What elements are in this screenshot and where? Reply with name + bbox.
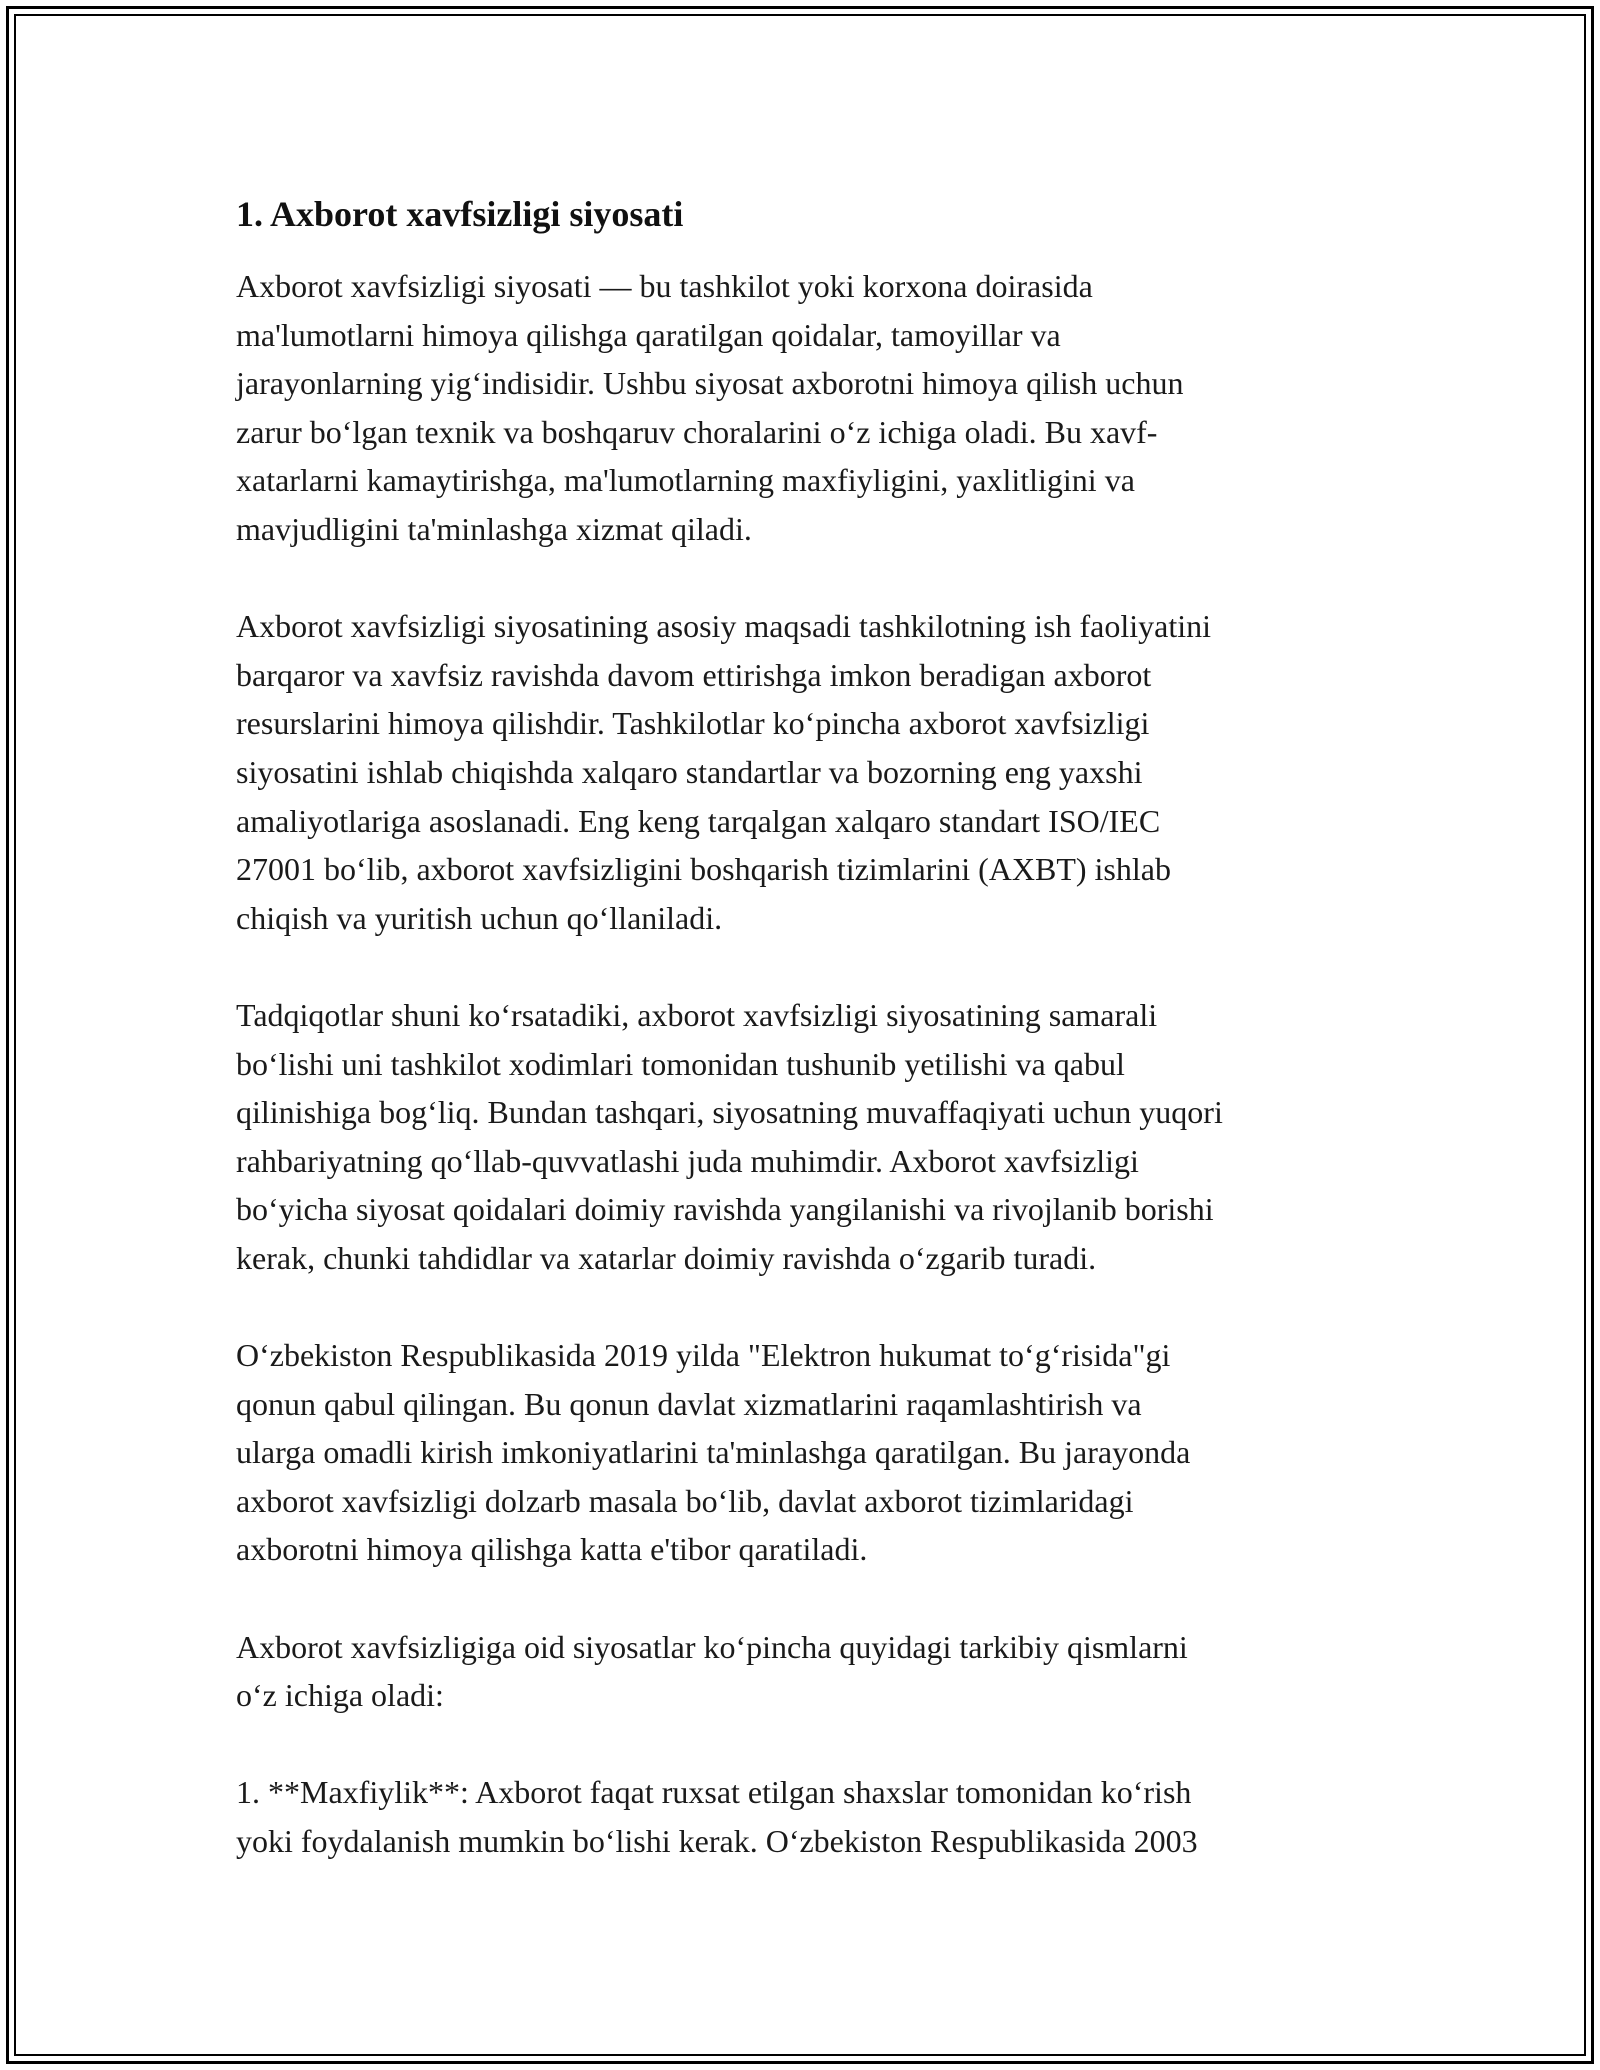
paragraph-3: [236, 991, 1386, 1283]
text-line: zarur bo‘lgan texnik va boshqaruv choralarini o‘z ichiga oladi. Bu xavf-: [236, 413, 1158, 450]
document-body: [236, 188, 1386, 1914]
text-line: amaliyotlariga asoslanadi. Eng keng tarqalgan xalqaro standart ISO/IEC: [236, 802, 1161, 839]
text-line: siyosatini ishlab chiqishda xalqaro standartlar va bozorning eng yaxshi: [236, 753, 1143, 790]
text-line: Tadqiqotlar shuni ko‘rsatadiki, axborot xavfsizligi siyosatining samarali: [236, 996, 1158, 1033]
text-line: qilinishiga bog‘liq. Bundan tashqari, siyosatning muvaffaqiyati uchun yuqori: [236, 1094, 1223, 1131]
text-line: Axborot xavfsizligi siyosati — bu tashkilot yoki korxona doirasida: [236, 268, 1093, 304]
text-line: bo‘lishi uni tashkilot xodimlari tomonidan tushunib yetilishi va qabul: [236, 1045, 1125, 1082]
text-line: o‘z ichiga oladi:: [236, 1677, 444, 1714]
text-line: axborot xavfsizligi dolzarb masala bo‘lib, davlat axborot tizimlaridagi: [236, 1482, 1134, 1519]
text-line: ularga omadli kirish imkoniyatlarini ta'minlashga qaratilgan. Bu jarayonda: [236, 1434, 1191, 1471]
text-line: rahbariyatning qo‘llab-quvvatlashi juda muhimdir. Axborot xavfsizligi: [236, 1142, 1139, 1179]
text-line: jarayonlarning yig‘indisidir. Ushbu siyosat axborotni himoya qilish uchun: [236, 365, 1184, 402]
paragraph-1: [236, 262, 1386, 554]
paragraph-4: [236, 1331, 1386, 1574]
text-line: xatarlarni kamaytirishga, ma'lumotlarning maxfiyligini, yaxlitligini va: [236, 462, 1135, 499]
text-line: O‘zbekiston Respublikasida 2019 yilda "Elektron hukumat to‘g‘risida"gi: [236, 1337, 1171, 1374]
text-line: ma'lumotlarni himoya qilishga qaratilgan qoidalar, tamoyillar va: [236, 316, 1061, 353]
text-line: 1. **Maxfiylik**: Axborot faqat ruxsat etilgan shaxslar tomonidan ko‘rish: [236, 1774, 1192, 1811]
text-line: Axborot xavfsizligiga oid siyosatlar ko‘pincha quyidagi tarkibiy qismlarni: [236, 1628, 1188, 1665]
section-heading: 1. Axborot xavfsizligi siyosati: [236, 194, 684, 234]
text-line: chiqish va yuritish uchun qo‘llaniladi.: [236, 899, 723, 936]
paragraph-5: [236, 1623, 1386, 1720]
text-line: kerak, chunki tahdidlar va xatarlar doimiy ravishda o‘zgarib turadi.: [236, 1239, 1097, 1276]
text-line: qonun qabul qilingan. Bu qonun davlat xizmatlarini raqamlashtirish va: [236, 1385, 1142, 1422]
paragraph-2: [236, 602, 1386, 942]
list-item-1: [236, 1768, 1386, 1865]
text-line: mavjudligini ta'minlashga xizmat qiladi.: [236, 510, 752, 547]
text-line: 27001 bo‘lib, axborot xavfsizligini boshqarish tizimlarini (AXBT) ishlab: [236, 851, 1171, 888]
text-line: Axborot xavfsizligi siyosatining asosiy maqsadi tashkilotning ish faoliyatini: [236, 608, 1212, 645]
text-line: resurslarini himoya qilishdir. Tashkilotlar ko‘pincha axborot xavfsizligi: [236, 705, 1150, 742]
text-line: bo‘yicha siyosat qoidalari doimiy ravishda yangilanishi va rivojlanib borishi: [236, 1191, 1214, 1228]
text-line: yoki foydalanish mumkin bo‘lishi kerak. O‘zbekiston Respublikasida 2003: [236, 1823, 1198, 1859]
text-line: axborotni himoya qilishga katta e'tibor qaratiladi.: [236, 1531, 868, 1568]
text-line: barqaror va xavfsiz ravishda davom ettirishga imkon beradigan axborot: [236, 656, 1152, 693]
